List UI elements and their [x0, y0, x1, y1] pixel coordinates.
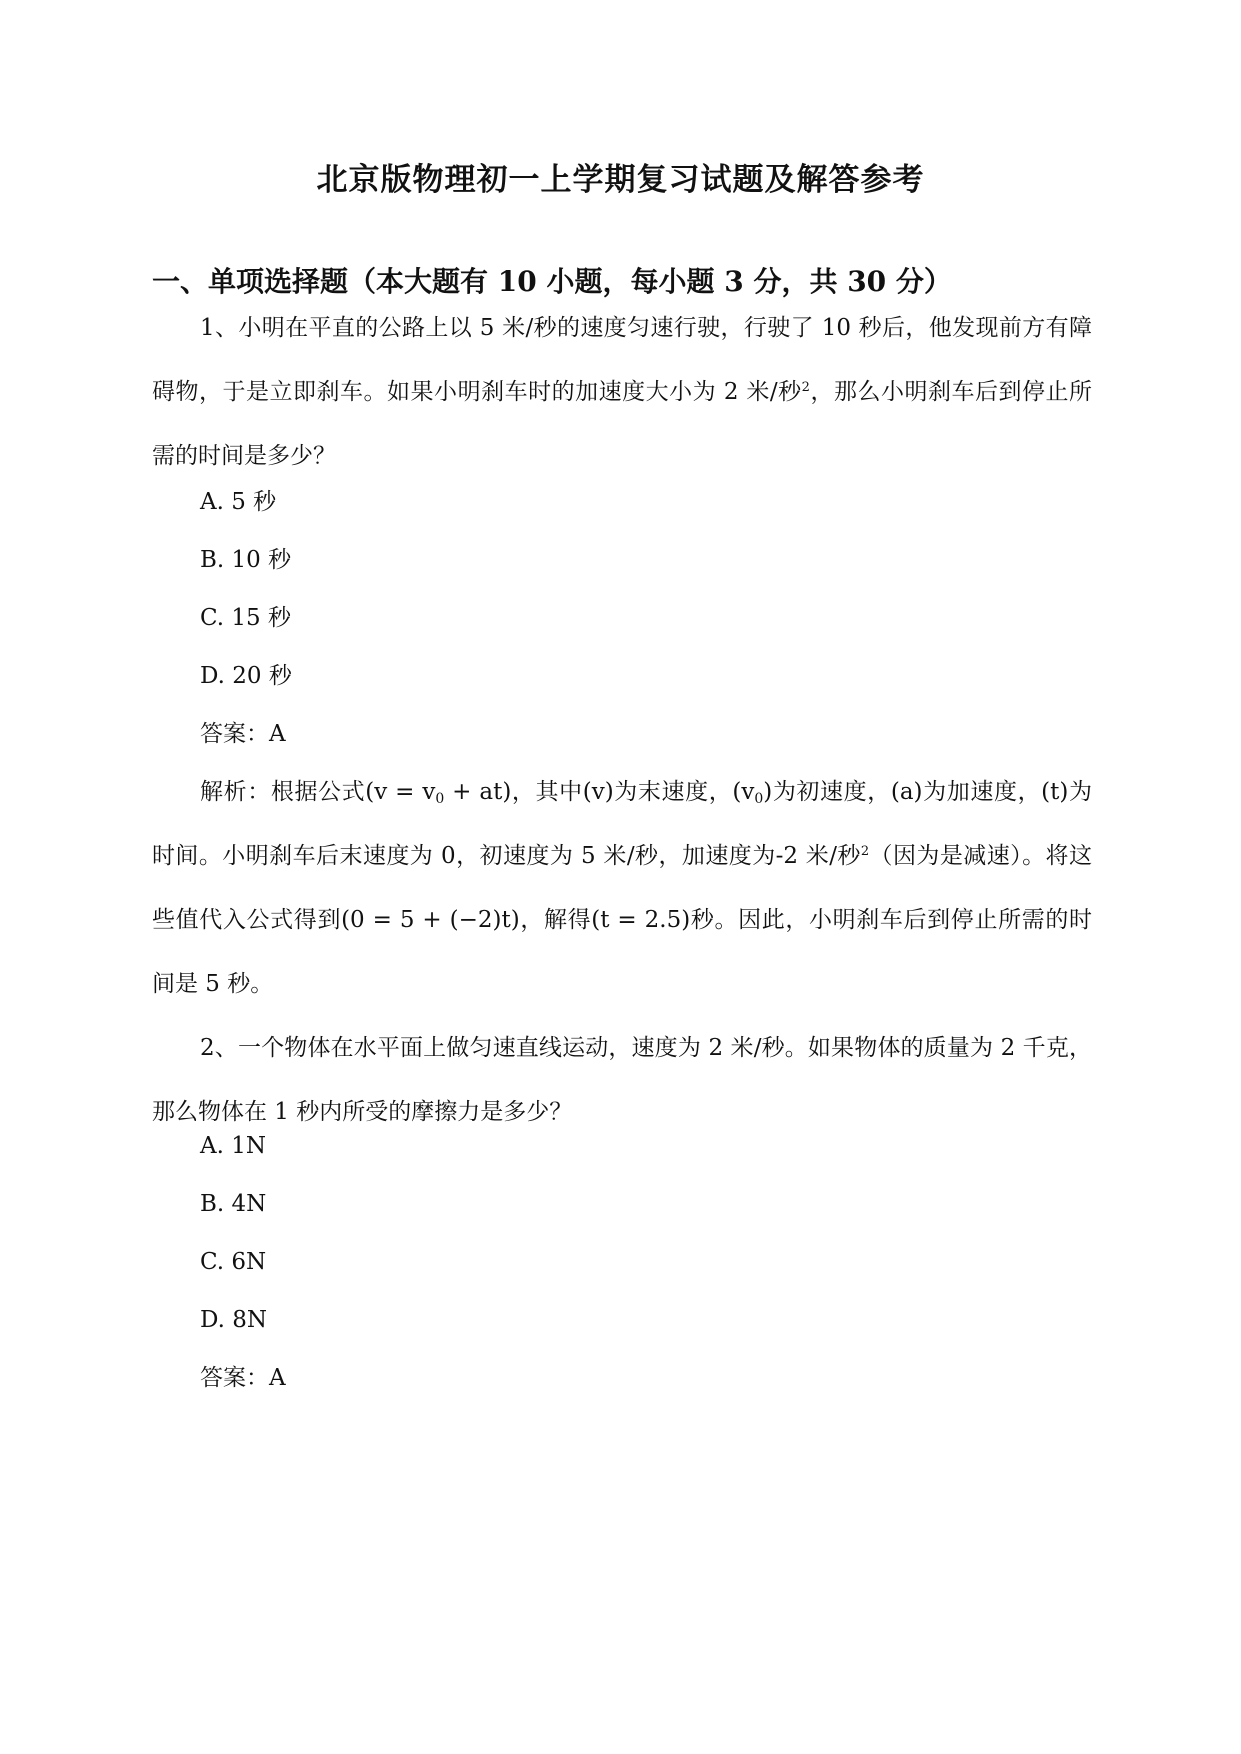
superscript: 2	[801, 380, 810, 395]
analysis-text: （因为是减速）。将这些值代入公式得到(0 = 5 + (−2)t)，解得(t = 2.5)秒。因此，小明刹车后到停止所需的时间是 5 秒。	[152, 843, 1092, 997]
question-1-stem-text-end: ，那么小明刹车后到停止所需的时间是多少？	[152, 379, 1092, 469]
analysis-text: + at)，其中(v)为末速度，(v	[444, 779, 755, 805]
question-2-answer: 答案：A	[200, 1365, 286, 1391]
question-2-option-c: C. 6N	[200, 1249, 267, 1275]
subscript: 0	[754, 791, 764, 807]
analysis-text: 解析：根据公式(v = v	[200, 779, 436, 805]
question-1-option-d: D. 20 秒	[200, 663, 292, 689]
question-1-answer: 答案：A	[200, 721, 286, 747]
analysis-text: )为初速度，(a)为加速度，(t)为时间。小明刹车后末速度为 0，初速度为 5 米/秒，加速度为-2 米/秒	[152, 779, 1092, 869]
question-2-option-d: D. 8N	[200, 1307, 268, 1333]
subscript: 0	[435, 791, 445, 807]
question-1-option-b: B. 10 秒	[200, 547, 292, 573]
question-1-option-c: C. 15 秒	[200, 605, 291, 631]
question-2-option-b: B. 4N	[200, 1191, 267, 1217]
question-1-option-a: A. 5 秒	[200, 489, 277, 515]
question-1-stem	[152, 296, 1092, 488]
question-2-stem: 2、一个物体在水平面上做匀速直线运动，速度为 2 米/秒。如果物体的质量为 2 千克，那么物体在 1 秒内所受的摩擦力是多少？	[152, 1035, 1092, 1125]
question-2-option-a: A. 1N	[200, 1133, 266, 1159]
document-title: 北京版物理初一上学期复习试题及解答参考	[316, 162, 925, 198]
question-1-stem-text: 1、小明在平直的公路上以 5 米/秒的速度匀速行驶，行驶了 10 秒后，他发现前方有障碍物，于是立即刹车。如果小明刹车时的加速度大小为 2 米/秒	[152, 315, 1092, 405]
section-heading: 一、单项选择题（本大题有 10 小题，每小题 3 分，共 30 分）	[152, 265, 952, 298]
superscript: 2	[860, 844, 870, 859]
question-1-analysis	[152, 760, 1092, 1016]
